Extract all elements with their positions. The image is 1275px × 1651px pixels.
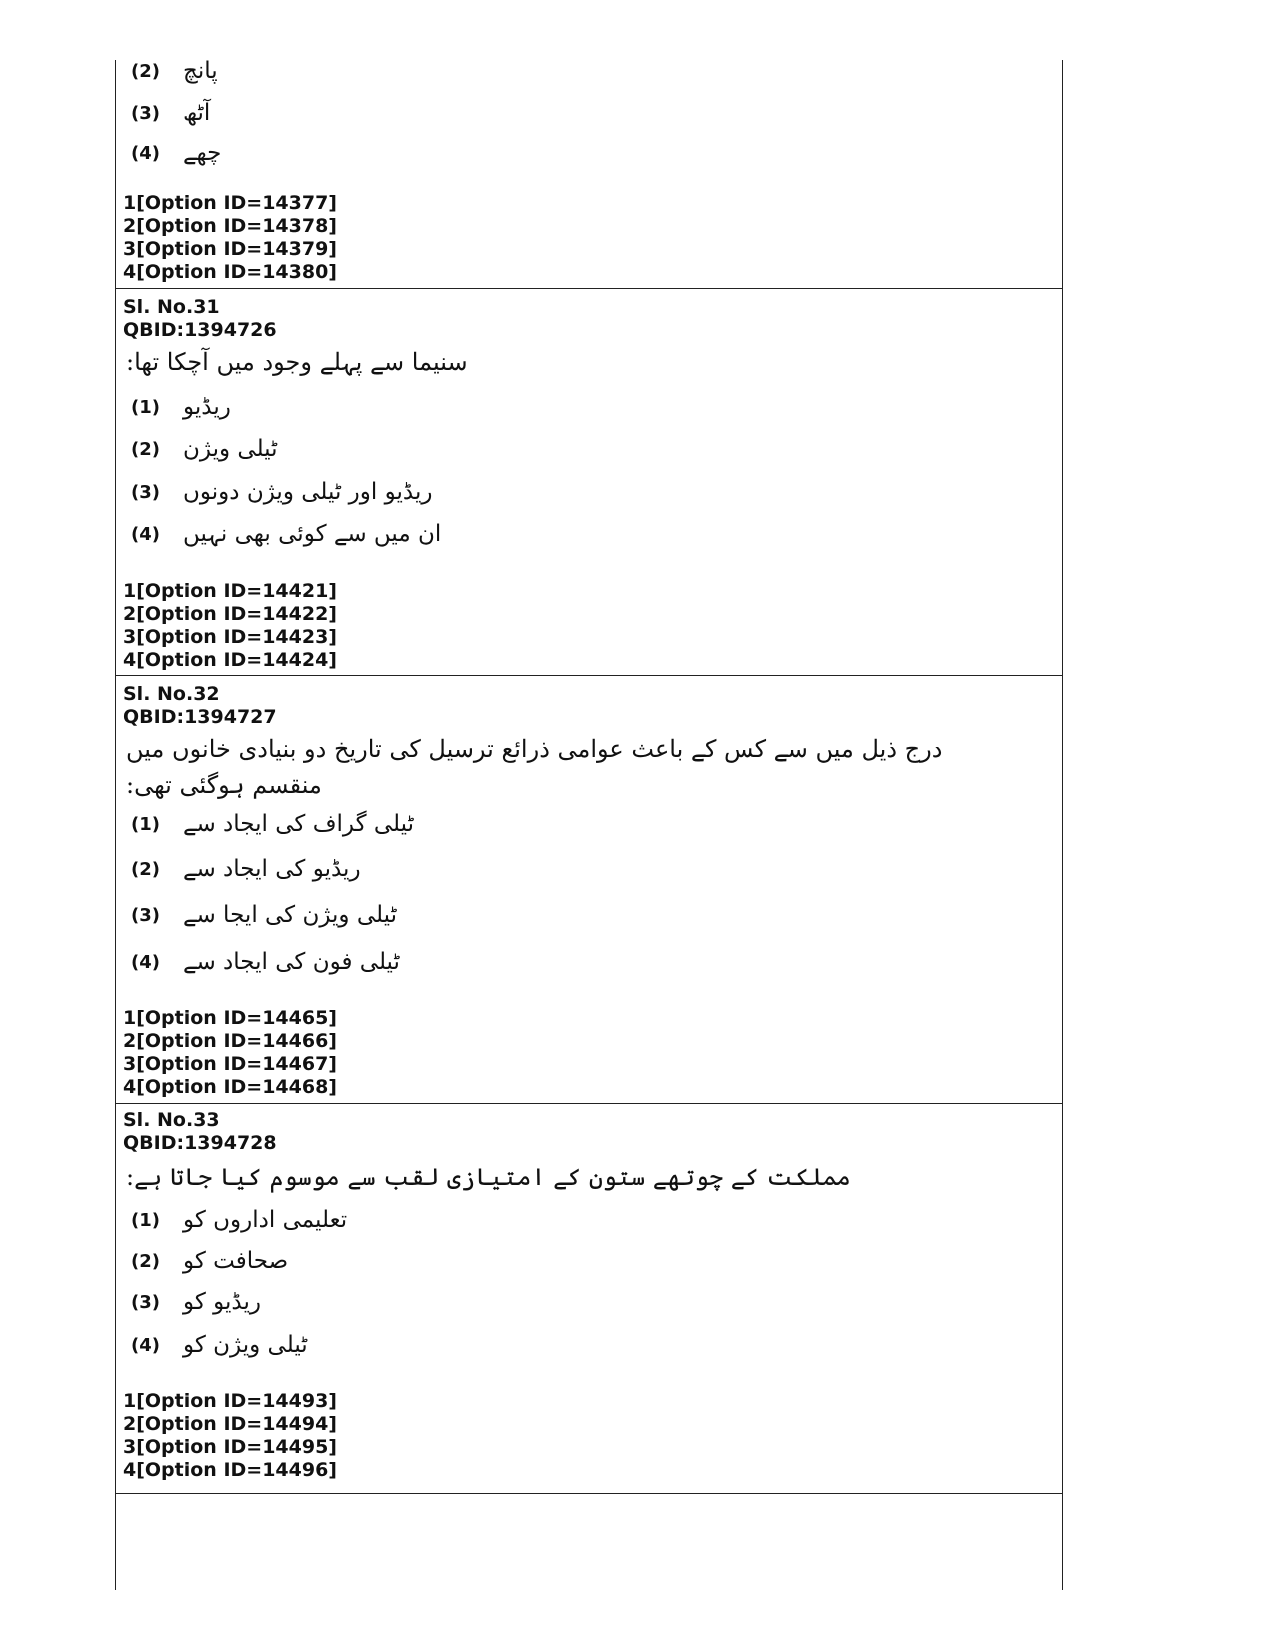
option-id: 2[Option ID=14494] — [123, 1413, 337, 1435]
option-number: (1) — [131, 396, 160, 418]
option-id: 2[Option ID=14378] — [123, 215, 337, 237]
option-id-list — [123, 580, 337, 672]
option-id: 1[Option ID=14493] — [123, 1390, 337, 1412]
option-2 — [131, 1243, 288, 1279]
option-id: 1[Option ID=14465] — [123, 1007, 337, 1029]
option-number: (3) — [131, 102, 160, 124]
serial-number: Sl. No.31 — [123, 296, 220, 318]
option-text: ریڈیو — [183, 394, 231, 420]
option-number: (2) — [131, 858, 160, 880]
divider — [116, 288, 1062, 289]
question-text: سنیما سے پہلے وجود میں آچکا تھا: — [126, 348, 468, 376]
option-id: 3[Option ID=14495] — [123, 1436, 337, 1458]
option-number: (4) — [131, 142, 160, 164]
option-text: ٹیلی ویژن کو — [183, 1332, 308, 1358]
option-text: ریڈیو کی ایجاد سے — [183, 856, 361, 882]
option-text: چھے — [183, 140, 222, 166]
question-text: مملکت کے چوتھے ستون کے امتیازی لقب سے موسوم کیا جاتا ہے: — [126, 1163, 851, 1191]
qbid: QBID:1394727 — [123, 706, 277, 728]
option-4 — [131, 944, 400, 980]
option-3 — [131, 1284, 261, 1320]
option-id: 4[Option ID=14496] — [123, 1459, 337, 1481]
option-number: (4) — [131, 951, 160, 973]
option-text: ٹیلی ویژن — [183, 436, 278, 462]
option-1 — [131, 389, 231, 425]
option-id: 4[Option ID=14468] — [123, 1076, 337, 1098]
option-4 — [131, 135, 221, 171]
option-text: ٹیلی گراف کی ایجاد سے — [183, 811, 414, 837]
option-text: آٹھ — [183, 100, 211, 126]
option-number: (4) — [131, 1334, 160, 1356]
option-1 — [131, 1202, 347, 1238]
option-2 — [131, 53, 218, 89]
option-number: (3) — [131, 481, 160, 503]
option-id-list — [123, 1007, 337, 1099]
option-id: 3[Option ID=14423] — [123, 626, 337, 648]
option-id: 2[Option ID=14466] — [123, 1030, 337, 1052]
option-2 — [131, 851, 361, 887]
option-number: (4) — [131, 523, 160, 545]
option-text: ریڈیو اور ٹیلی ویژن دونوں — [183, 479, 433, 505]
option-text: صحافت کو — [183, 1248, 289, 1274]
option-number: (2) — [131, 60, 160, 82]
option-text: ریڈیو کو — [183, 1289, 262, 1315]
option-id: 3[Option ID=14467] — [123, 1053, 337, 1075]
option-number: (2) — [131, 438, 160, 460]
option-number: (2) — [131, 1250, 160, 1272]
option-2 — [131, 431, 278, 467]
option-number: (3) — [131, 904, 160, 926]
option-number: (3) — [131, 1291, 160, 1313]
option-text: ان میں سے کوئی بھی نہیں — [183, 521, 442, 547]
option-id: 4[Option ID=14424] — [123, 649, 337, 671]
option-text: پانچ — [183, 58, 218, 84]
option-text: ٹیلی ویژن کی ایجا سے — [183, 902, 397, 928]
option-id-list — [123, 192, 337, 284]
option-id: 2[Option ID=14422] — [123, 603, 337, 625]
option-3 — [131, 474, 432, 510]
qbid: QBID:1394728 — [123, 1132, 277, 1154]
serial-number: Sl. No.32 — [123, 683, 220, 705]
option-id: 1[Option ID=14421] — [123, 580, 337, 602]
option-4 — [131, 1327, 308, 1363]
option-text: تعلیمی اداروں کو — [183, 1207, 348, 1233]
option-id: 1[Option ID=14377] — [123, 192, 337, 214]
option-id: 4[Option ID=14380] — [123, 261, 337, 283]
divider — [116, 1103, 1062, 1104]
option-4 — [131, 516, 441, 552]
divider — [116, 675, 1062, 676]
divider — [116, 1493, 1062, 1494]
option-3 — [131, 95, 210, 131]
option-id: 3[Option ID=14379] — [123, 238, 337, 260]
option-id-list — [123, 1390, 337, 1482]
option-number: (1) — [131, 813, 160, 835]
question-text: درج ذیل میں سے کس کے باعث عوامی ذرائع ترسیل کی تاریخ دو بنیادی خانوں میں منقسم ہوگئی تھی: — [126, 735, 943, 799]
option-1 — [131, 806, 414, 842]
qbid: QBID:1394726 — [123, 319, 277, 341]
option-number: (1) — [131, 1209, 160, 1231]
question-paper-sheet — [115, 60, 1063, 1590]
option-text: ٹیلی فون کی ایجاد سے — [183, 949, 400, 975]
serial-number: Sl. No.33 — [123, 1109, 220, 1131]
option-3 — [131, 897, 397, 933]
